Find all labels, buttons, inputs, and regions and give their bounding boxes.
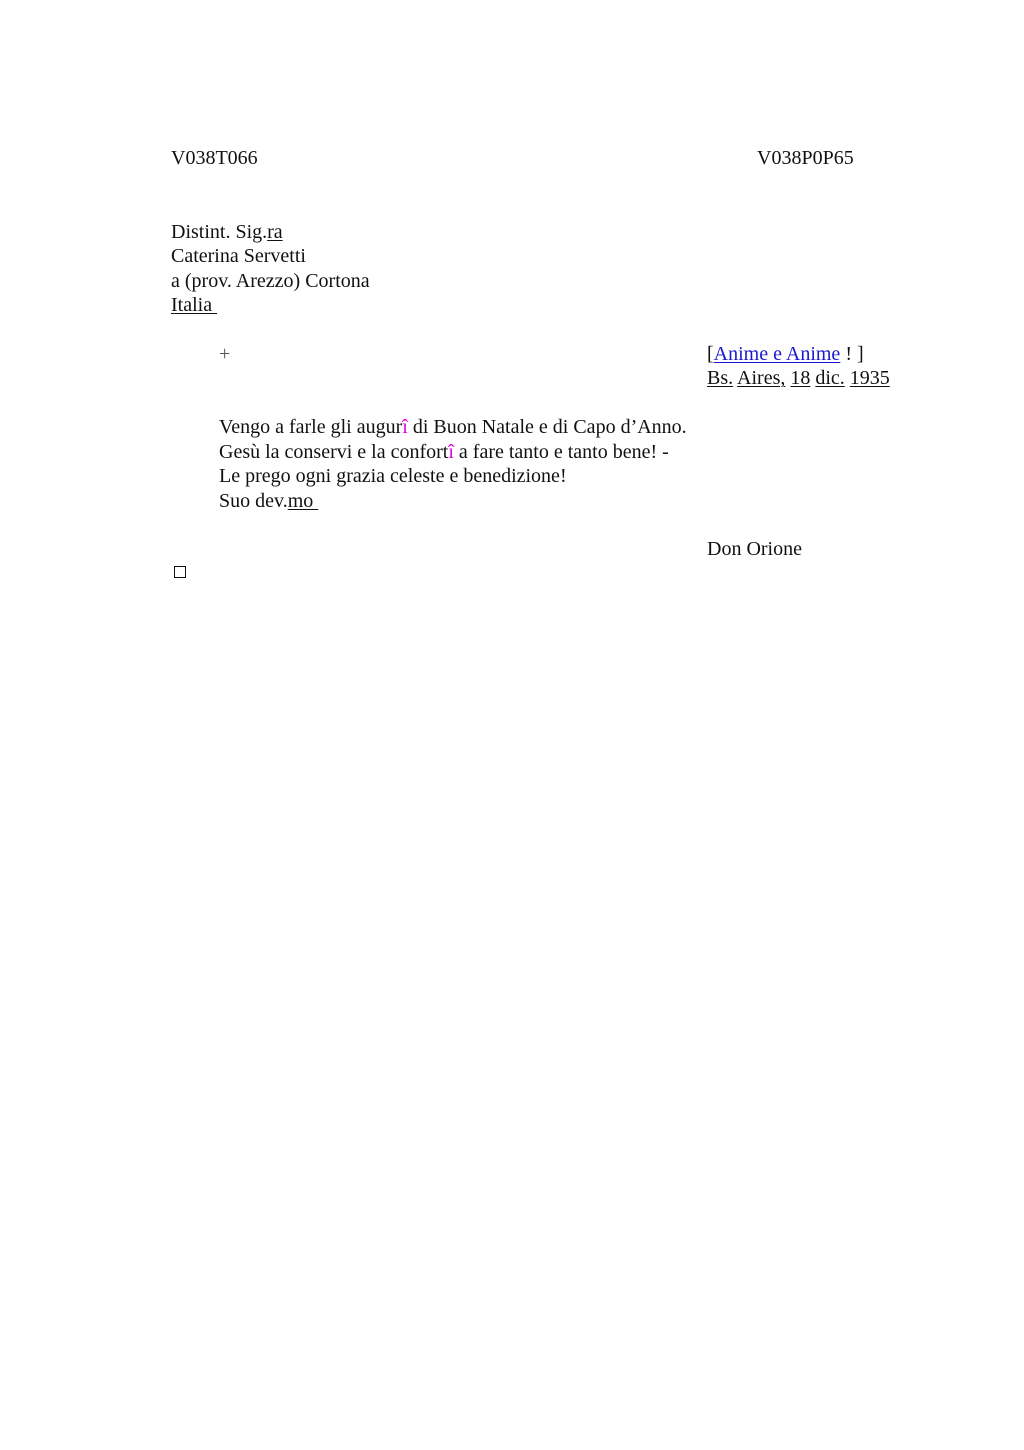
closing-text: Suo dev.	[219, 490, 288, 512]
body-line-1-end: di Buon Natale e di Capo d’Anno.	[407, 416, 687, 438]
body-line-2	[219, 440, 669, 465]
editorial-mark: î	[402, 416, 408, 438]
body-line-3: Le prego ogni grazia celeste e benedizione!	[219, 465, 567, 487]
closing-line	[219, 489, 318, 514]
anime-e-anime-link[interactable]: Anime e Anime	[713, 343, 841, 365]
document-code-right: V038P0P65	[757, 147, 854, 169]
place-abbrev: Bs.	[707, 367, 734, 389]
date-year: 1935	[849, 367, 890, 389]
place-date-line	[707, 366, 890, 391]
checkbox-square-icon	[174, 566, 186, 578]
address-line-3: a (prov. Arezzo) Cortona	[171, 270, 370, 292]
signature: Don Orione	[707, 538, 802, 560]
address-line-1	[171, 220, 283, 245]
body-line-2-end: a fare tanto e tanto bene! -	[453, 441, 669, 463]
body-line-2-start: Gesù la conservi e la confort	[219, 441, 449, 463]
heading-title	[707, 342, 864, 367]
closing-abbrev: mo	[287, 490, 319, 512]
address-country: Italia	[171, 294, 218, 316]
date-day: 18	[790, 367, 811, 389]
bracket-open: [	[707, 343, 714, 365]
document-code-left: V038T066	[171, 147, 258, 169]
place-name: Aires,	[737, 367, 786, 389]
address-line-2: Caterina Servetti	[171, 245, 306, 267]
editorial-mark: î	[448, 441, 454, 463]
body-line-1	[219, 415, 687, 440]
address-salutation-abbrev: ra	[267, 221, 283, 243]
bracket-close: ! ]	[840, 343, 864, 365]
address-salutation: Distint. Sig.	[171, 221, 268, 243]
date-month: dic.	[815, 367, 845, 389]
body-line-1-start: Vengo a farle gli augur	[219, 416, 403, 438]
cross-mark: +	[219, 343, 231, 365]
